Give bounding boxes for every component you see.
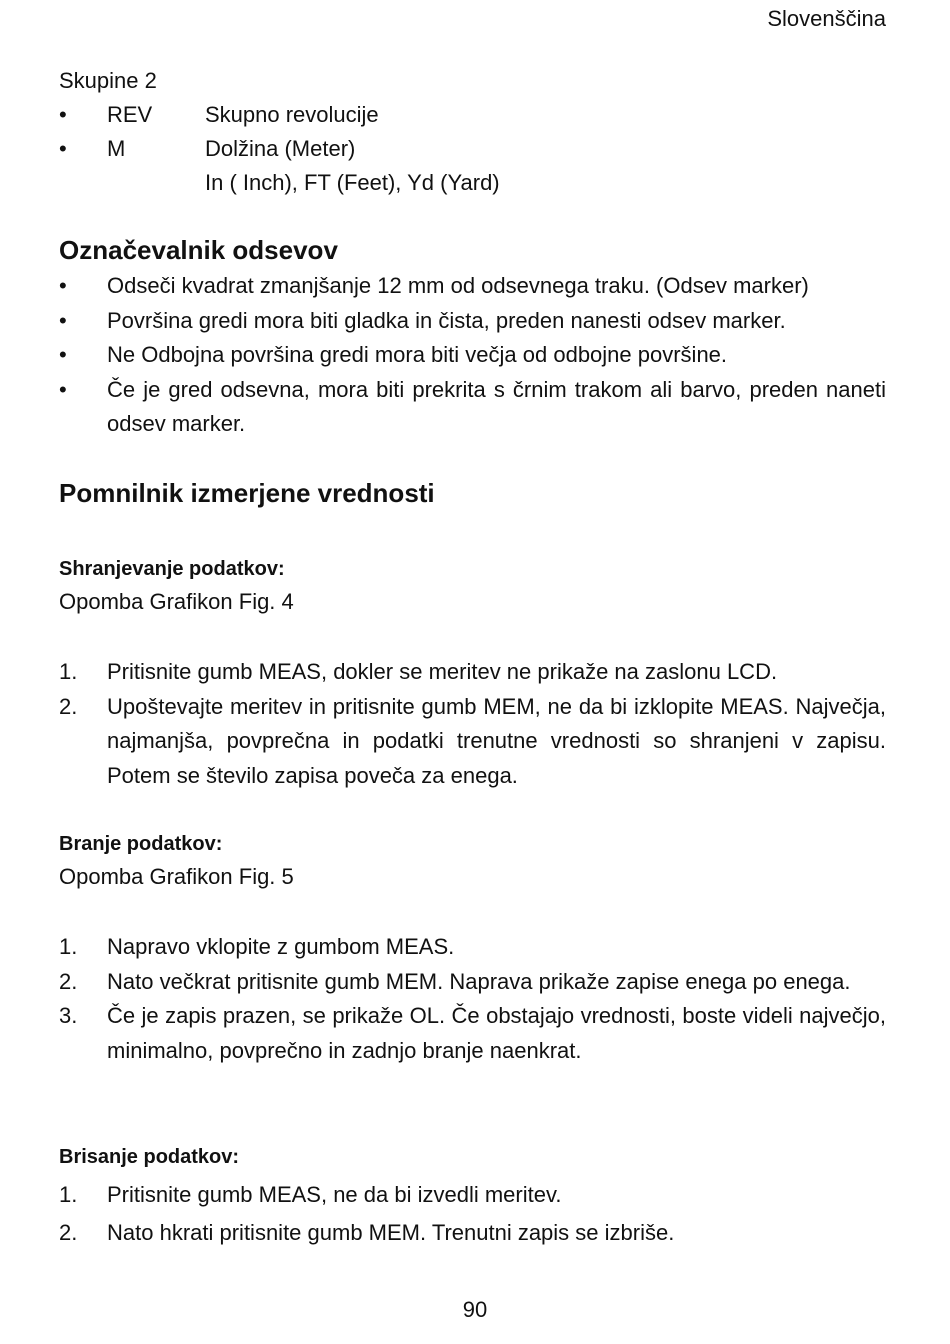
read-note: Opomba Grafikon Fig. 5 [59,864,294,889]
step-number: 2. [59,968,78,994]
step-text: Nato večkrat pritisnite gumb MEM. Naprava prikaže zapise enega po enega. [107,968,851,994]
store-steps [59,655,886,793]
bullet: • [59,273,67,298]
unit-code: REV [107,102,153,127]
group2-section [59,64,886,200]
step-text: Če je zapis prazen, se prikaže OL. Če obstajajo vrednosti, boste videli največjo, minimalno, povprečno in zadnjo branje naenkrat. [107,1003,886,1063]
list-item [59,930,886,965]
page-number: 90 [462,1297,488,1322]
bullet [59,166,107,200]
store-title: Shranjevanje podatkov: [59,558,285,580]
unit-description: Dolžina (Meter) [205,136,356,161]
list-item [59,965,886,1000]
bullet: • [59,376,67,402]
unit-code: M [107,136,126,161]
unit-description: Skupno revolucije [205,102,379,127]
read-title: Branje podatkov: [59,833,223,855]
step-text: Nato hkrati pritisnite gumb MEM. Trenutni zapis se izbriše. [107,1220,675,1245]
list-item [59,373,886,442]
list-item-text: Površina gredi mora biti gladka in čista, preden nanesti odsev marker. [107,307,786,333]
unit-row [59,166,886,200]
list-item [59,1176,886,1214]
delete-title: Brisanje podatkov: [59,1146,240,1168]
list-item [59,999,886,1068]
step-number: 1. [59,934,78,959]
store-note: Opomba Grafikon Fig. 4 [59,589,294,614]
list-item-text: Odseči kvadrat zmanjšanje 12 mm od odsevnega traku. (Odsev marker) [107,273,809,298]
list-item [59,269,886,304]
step-text: Pritisnite gumb MEAS, ne da bi izvedli meritev. [107,1182,562,1207]
step-number: 3. [59,1003,78,1028]
list-item-text: Če je gred odsevna, mora biti prekrita s črnim trakom ali barvo, preden naneti odsev marker. [107,376,886,436]
list-item [59,1214,886,1252]
bullet: • [59,307,67,333]
list-item-text: Ne Odbojna površina gredi mora biti večja od odbojne površine. [107,342,728,367]
delete-steps [59,1176,886,1252]
language-header: Slovenščina [767,6,886,31]
step-number: 1. [59,1182,78,1207]
bullet: • [59,136,67,161]
unit-row [59,98,886,132]
step-number: 2. [59,1220,78,1245]
list-item [59,690,886,794]
step-number: 1. [59,659,78,684]
step-text: Napravo vklopite z gumbom MEAS. [107,934,455,959]
bullet: • [59,102,67,127]
step-number: 2. [59,693,78,719]
reflector-heading: Označevalnik odsevov [59,235,338,265]
unit-row [59,132,886,166]
reflector-list [59,269,886,442]
step-text: Pritisnite gumb MEAS, dokler se meritev ne prikaže na zaslonu LCD. [107,659,778,684]
memory-heading: Pomnilnik izmerjene vrednosti [59,478,435,508]
list-item [59,338,886,373]
bullet: • [59,342,67,367]
list-item [59,655,886,690]
step-text: Upoštevajte meritev in pritisnite gumb MEM, ne da bi izklopite MEAS. Največja, najmanjša, povprečna in podatki trenutne vrednosti so shranjeni v zapisu. Potem se število zapisa poveča za enega. [107,693,886,788]
unit-description: In ( Inch), FT (Feet), Yd (Yard) [205,170,500,195]
group2-title: Skupine 2 [59,68,157,93]
unit-code [107,166,205,200]
list-item [59,304,886,339]
read-steps [59,930,886,1068]
